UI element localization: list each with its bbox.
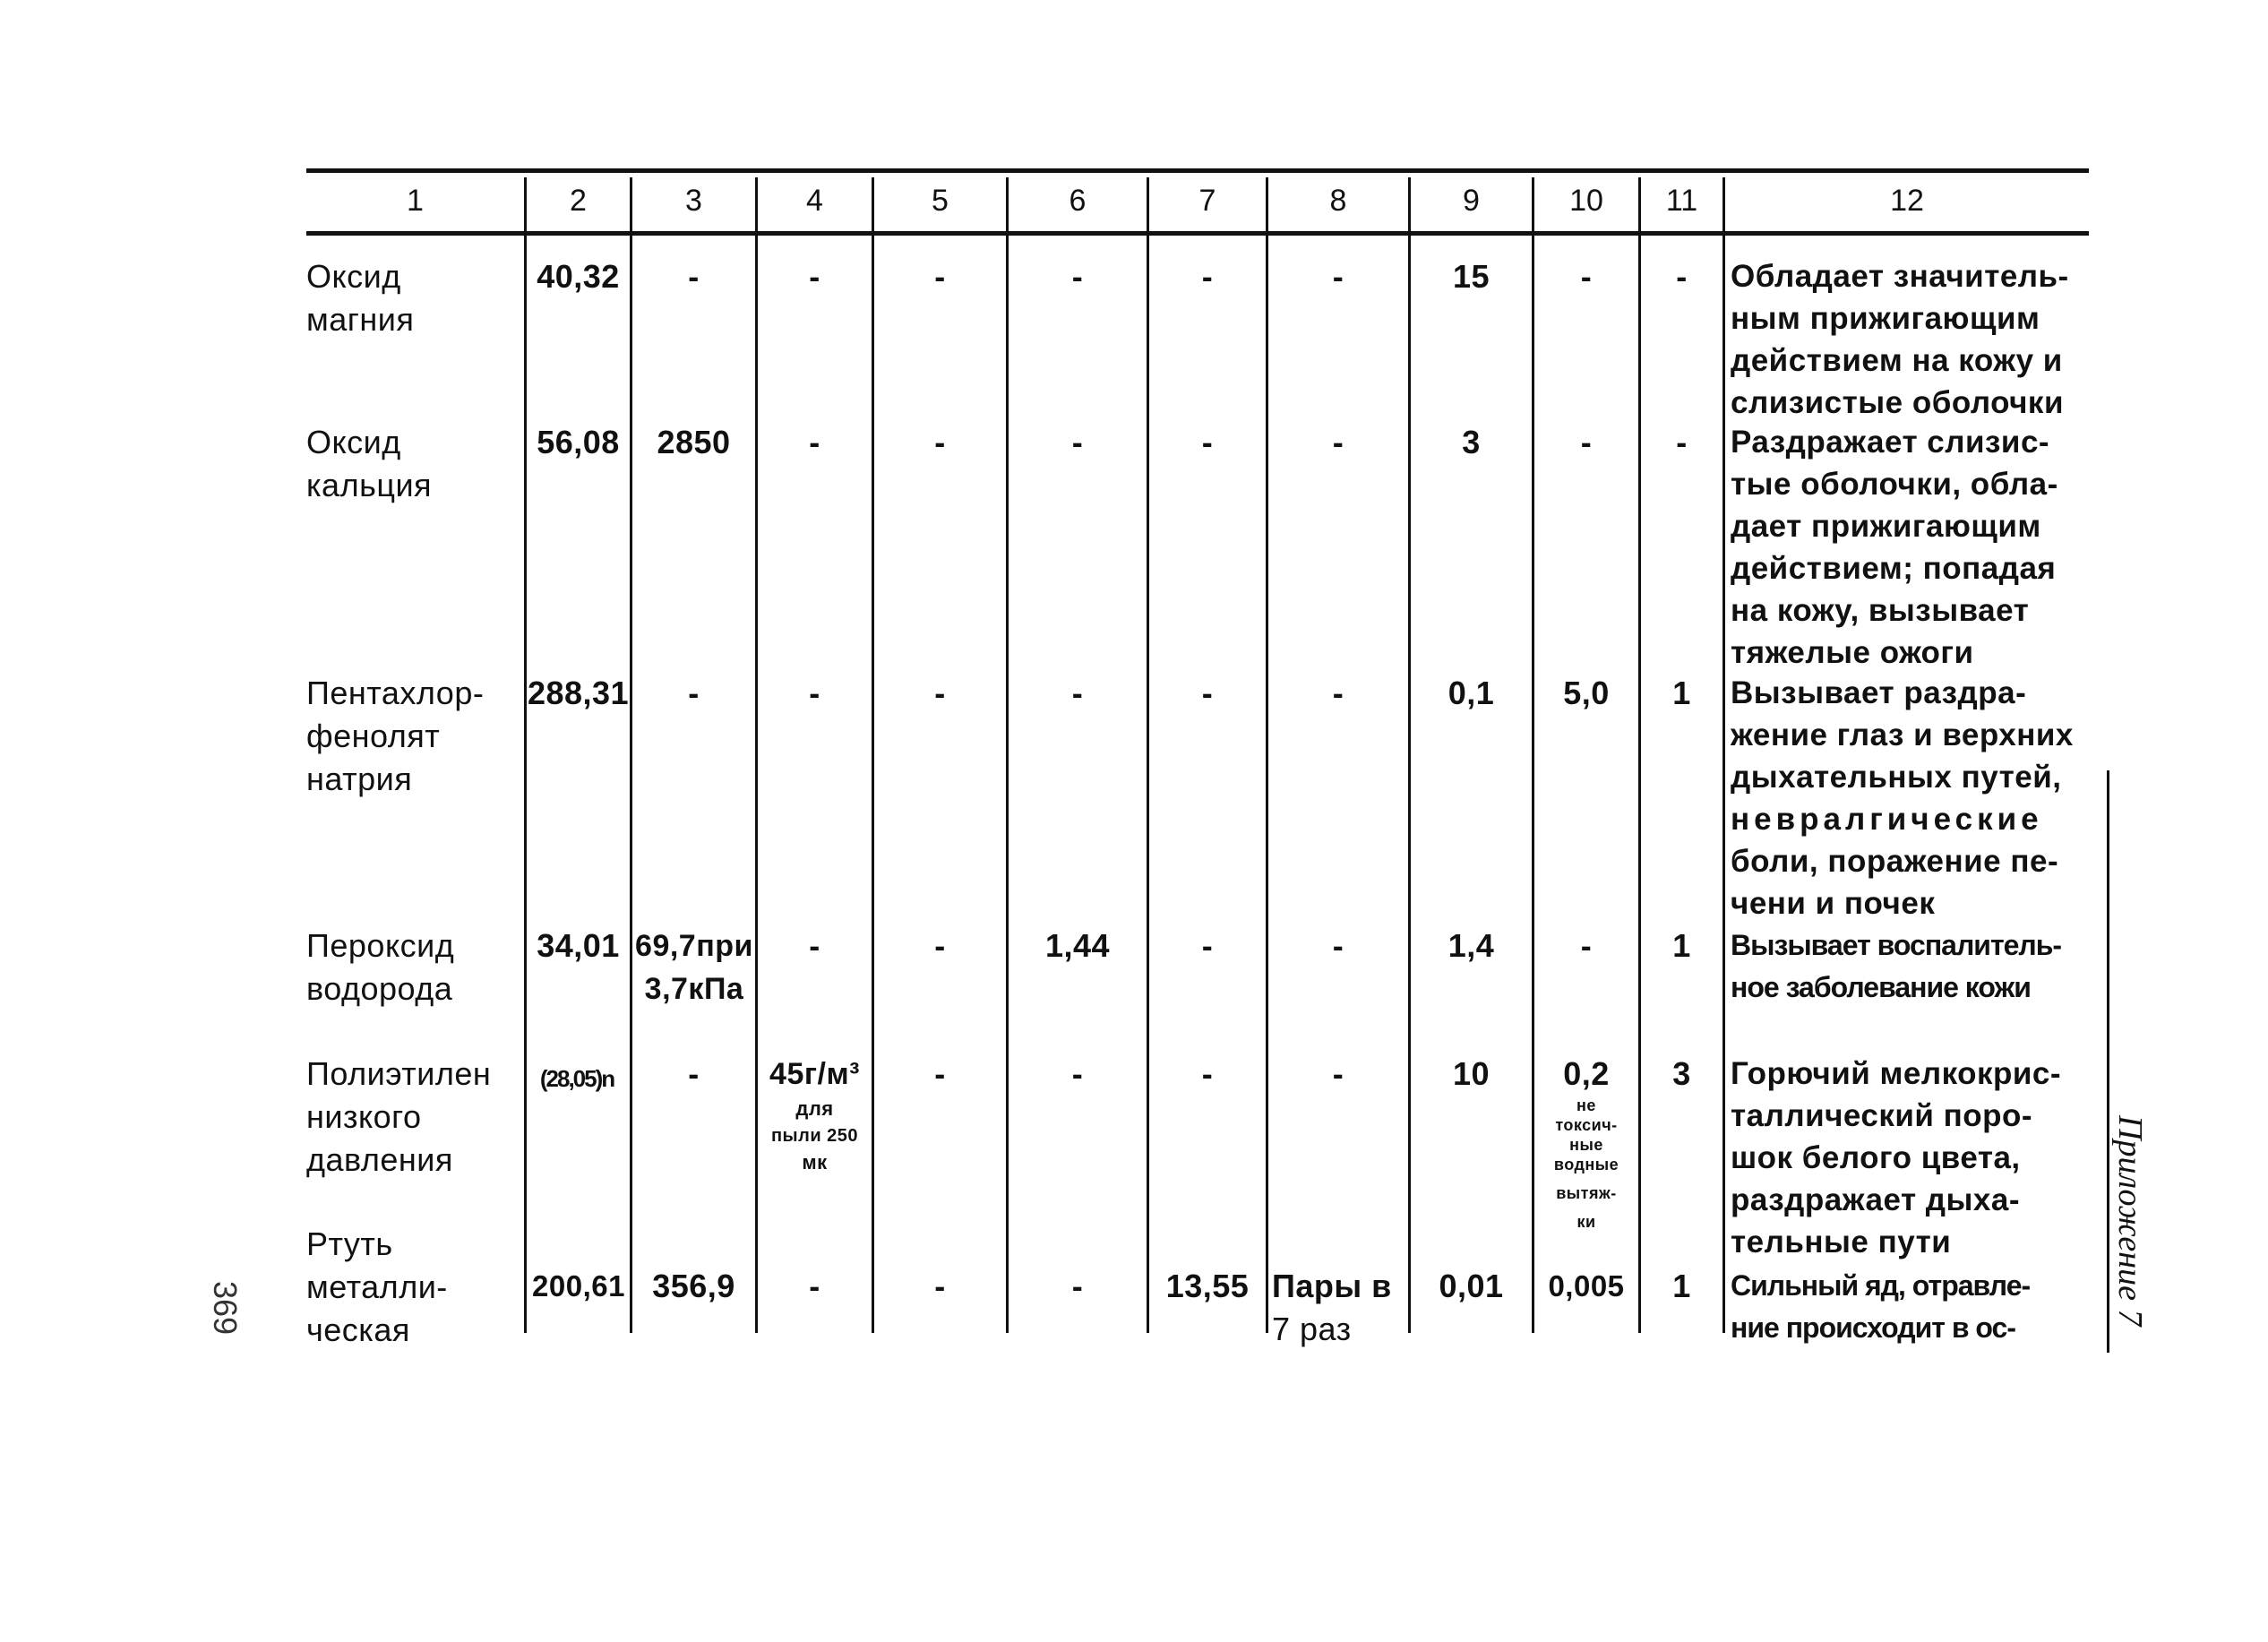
cell-description: Сильный яд, отравле- ние происходит в ос- — [1731, 1269, 2031, 1344]
cell-c5: - — [934, 424, 946, 460]
header-col-9: 9 — [1463, 184, 1480, 218]
header-col-11: 11 — [1665, 184, 1698, 218]
cell-c5: - — [934, 258, 946, 295]
cell-c6: - — [1071, 1055, 1084, 1092]
cell-c3: - — [688, 675, 700, 711]
cell-c7: - — [1201, 927, 1214, 964]
cell-c4: - — [809, 1268, 820, 1304]
cell-c6: - — [1071, 258, 1084, 295]
cell-c10: 5,0 — [1563, 675, 1610, 711]
column-divider — [1722, 177, 1725, 1333]
header-col-2: 2 — [570, 184, 587, 218]
cell-c3: 356,9 — [652, 1268, 735, 1304]
header-col-8: 8 — [1329, 184, 1347, 218]
cell-c2: 288,31 — [527, 675, 630, 711]
cell-c11: - — [1676, 424, 1688, 460]
cell-c3: - — [688, 258, 700, 295]
cell-c5: - — [934, 675, 946, 711]
table-row-substance: Ртуть металли- ческая — [306, 1225, 448, 1348]
cell-c10: 0,2 не токсич- ные водные вытяж- ки — [1553, 1055, 1619, 1231]
table-row-substance: Пероксид водорода — [306, 927, 455, 1007]
cell-c4: - — [809, 258, 820, 295]
cell-c11: 1 — [1672, 1268, 1691, 1304]
page-number: 369 — [207, 1281, 244, 1336]
cell-c6: - — [1071, 675, 1084, 711]
cell-c2: 56,08 — [537, 424, 620, 460]
cell-c4: 45г/м³ для пыли 250 мк — [769, 1057, 860, 1173]
cell-c8: - — [1332, 927, 1344, 964]
cell-c5: - — [934, 1055, 946, 1092]
cell-description: Вызывает раздра- жение глаз и верхних дыхательных путей, невралгические боли, поражение пе- чени и почек — [1731, 675, 2074, 921]
header-col-6: 6 — [1069, 184, 1087, 218]
cell-c8: - — [1332, 675, 1344, 711]
cell-c11: 1 — [1672, 927, 1691, 964]
cell-c9: 15 — [1452, 258, 1491, 295]
cell-c10: 0,005 — [1548, 1269, 1625, 1302]
cell-c3: - — [688, 1055, 700, 1092]
table-row-substance: Пентахлор- фенолят натрия — [306, 675, 485, 797]
cell-c11: - — [1676, 258, 1688, 295]
side-divider — [2107, 770, 2109, 1353]
cell-c5: - — [934, 1268, 946, 1304]
header-col-3: 3 — [685, 184, 702, 218]
header-col-10: 10 — [1569, 184, 1603, 218]
cell-c9: 0,1 — [1448, 675, 1495, 711]
cell-c2: (28,05)n — [539, 1065, 614, 1092]
header-col-1: 1 — [407, 184, 424, 218]
header-col-7: 7 — [1198, 184, 1216, 218]
cell-c7: 13,55 — [1165, 1268, 1250, 1304]
cell-c2: 34,01 — [537, 927, 620, 964]
table-header-rule — [306, 231, 2089, 236]
cell-c7: - — [1201, 675, 1214, 711]
column-divider — [872, 177, 874, 1333]
cell-c10: - — [1580, 927, 1593, 964]
table-top-rule — [306, 168, 2089, 173]
header-col-12: 12 — [1890, 184, 1924, 218]
cell-c10: - — [1580, 258, 1593, 295]
table-row-substance: Полиэтилен низкого давления — [306, 1055, 492, 1178]
column-divider — [1147, 177, 1149, 1333]
cell-c11: 3 — [1672, 1055, 1691, 1092]
cell-c10: - — [1580, 424, 1593, 460]
header-col-4: 4 — [806, 184, 823, 218]
cell-description: Вызывает воспалитель- ное заболевание кожи — [1731, 929, 2062, 1003]
column-divider — [1006, 177, 1009, 1333]
cell-c6: - — [1071, 424, 1084, 460]
cell-c4: - — [809, 927, 820, 964]
cell-c3: 2850 — [657, 424, 731, 460]
cell-c6: 1,44 — [1044, 927, 1111, 964]
cell-c11: 1 — [1672, 675, 1691, 711]
cell-c9: 1,4 — [1448, 927, 1495, 964]
cell-c7: - — [1201, 1055, 1214, 1092]
column-divider — [1408, 177, 1411, 1333]
cell-c8: - — [1332, 258, 1344, 295]
table-row-substance: Оксид кальция — [306, 424, 433, 503]
cell-c9: 10 — [1452, 1055, 1491, 1092]
cell-c3: 69,7при 3,7кПа — [635, 929, 753, 1006]
column-divider — [630, 177, 632, 1333]
cell-c9: 3 — [1462, 424, 1481, 460]
table-row-substance: Оксид магния — [306, 258, 415, 338]
cell-c8: Пары в 7 раз — [1272, 1268, 1392, 1347]
column-divider — [1638, 177, 1641, 1333]
column-divider — [524, 177, 527, 1333]
cell-c4: - — [809, 424, 820, 460]
cell-c7: - — [1201, 258, 1214, 295]
cell-description: Обладает значитель- ным прижигающим действием на кожу и слизистые оболочки — [1731, 259, 2069, 420]
cell-c5: - — [934, 927, 946, 964]
cell-c8: - — [1332, 424, 1344, 460]
column-divider — [1266, 177, 1268, 1333]
cell-description: Горючий мелкокрис- таллический поро- шок белого цвета, раздражает дыха- тельные пути — [1731, 1056, 2062, 1259]
cell-c2: 40,32 — [537, 258, 620, 295]
cell-c7: - — [1201, 424, 1214, 460]
header-col-5: 5 — [932, 184, 949, 218]
cell-c6: - — [1071, 1268, 1084, 1304]
cell-c4: - — [809, 675, 820, 711]
cell-description: Раздражает слизис- тые оболочки, обла- дает прижигающим действием; попадая на кожу, вызывает тяжелые ожоги — [1731, 425, 2058, 670]
cell-c8: - — [1332, 1055, 1344, 1092]
cell-c2: 200,61 — [532, 1269, 625, 1302]
appendix-label: Приложение 7 — [2111, 1115, 2149, 1327]
cell-c9: 0,01 — [1439, 1268, 1504, 1304]
